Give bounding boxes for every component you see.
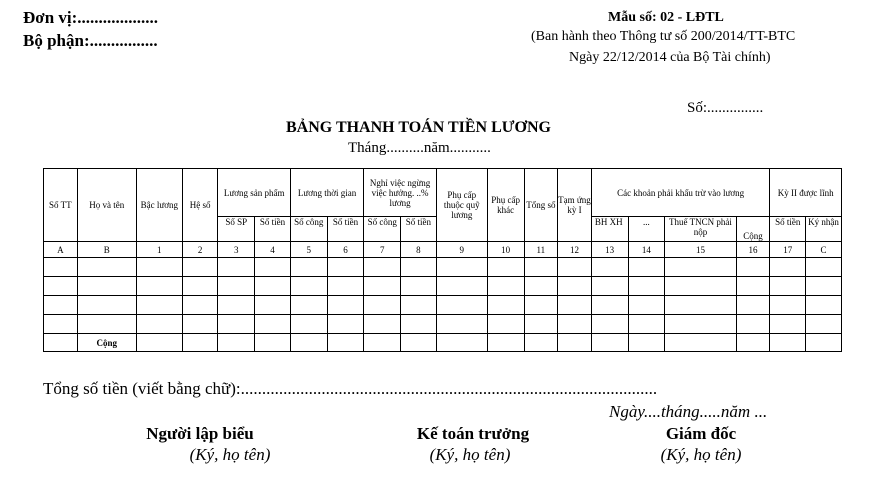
- header-stt: Số TT: [44, 169, 78, 242]
- table-cell[interactable]: [628, 315, 665, 334]
- table-cell[interactable]: [558, 277, 592, 296]
- table-cell[interactable]: [806, 258, 842, 277]
- table-cell[interactable]: [77, 277, 136, 296]
- header-time-wage: Lương thời gian: [290, 169, 363, 217]
- total-label: Cộng: [77, 334, 136, 352]
- sub-bhxh: BH XH: [591, 217, 628, 242]
- sub-period-two-amount: Số tiền: [770, 217, 806, 242]
- document-number: Số:...............: [687, 100, 764, 116]
- issued-date: Ngày 22/12/2014 của Bộ Tài chính): [569, 50, 771, 65]
- table-cell[interactable]: [628, 258, 665, 277]
- table-cell[interactable]: [77, 296, 136, 315]
- table-row: [44, 315, 842, 334]
- table-cell[interactable]: [665, 315, 736, 334]
- table-cell[interactable]: [665, 296, 736, 315]
- table-cell[interactable]: [665, 277, 736, 296]
- unit-label: Đơn vị:...................: [23, 8, 159, 27]
- table-cell[interactable]: [364, 296, 401, 315]
- table-cell: [591, 334, 628, 352]
- table-cell[interactable]: [591, 315, 628, 334]
- table-cell[interactable]: [255, 258, 291, 277]
- column-code: 9: [436, 242, 487, 258]
- table-cell[interactable]: [524, 277, 558, 296]
- table-cell: [44, 334, 78, 352]
- column-code: 1: [136, 242, 182, 258]
- page-title: BẢNG THANH TOÁN TIỀN LƯƠNG: [286, 119, 551, 136]
- table-cell[interactable]: [736, 296, 770, 315]
- table-cell: [806, 334, 842, 352]
- total-row: [44, 334, 842, 352]
- table-cell[interactable]: [364, 315, 401, 334]
- table-row: [44, 258, 842, 277]
- table-cell[interactable]: [436, 258, 487, 277]
- table-cell[interactable]: [255, 315, 291, 334]
- table-cell: [665, 334, 736, 352]
- table-cell: [327, 334, 364, 352]
- table-cell[interactable]: [290, 315, 327, 334]
- column-code: 11: [524, 242, 558, 258]
- table-cell[interactable]: [806, 296, 842, 315]
- table-cell[interactable]: [327, 258, 364, 277]
- table-cell: [218, 334, 255, 352]
- table-cell[interactable]: [665, 258, 736, 277]
- table-cell[interactable]: [487, 296, 524, 315]
- table-cell[interactable]: [218, 277, 255, 296]
- table-cell[interactable]: [290, 277, 327, 296]
- column-code: 17: [770, 242, 806, 258]
- column-code: C: [806, 242, 842, 258]
- period-line: Tháng..........năm...........: [348, 140, 491, 156]
- table-cell[interactable]: [327, 296, 364, 315]
- table-cell[interactable]: [401, 296, 437, 315]
- header-piece-wage: Lương sản phẩm: [218, 169, 290, 217]
- column-code: 16: [736, 242, 770, 258]
- table-cell[interactable]: [218, 296, 255, 315]
- column-code: 5: [290, 242, 327, 258]
- column-code: 6: [327, 242, 364, 258]
- table-cell: [290, 334, 327, 352]
- table-cell[interactable]: [436, 296, 487, 315]
- sub-leave-days: Số công: [364, 217, 401, 242]
- sub-piece-amount: Số tiền: [255, 217, 291, 242]
- table-cell[interactable]: [182, 315, 218, 334]
- table-cell[interactable]: [591, 296, 628, 315]
- sub-leave-amount: Số tiền: [401, 217, 437, 242]
- sub-time-amount: Số tiền: [327, 217, 364, 242]
- header-allowance-fund: Phụ cấp thuộc quỹ lương: [436, 169, 487, 242]
- sub-time-days: Số công: [290, 217, 327, 242]
- table-cell: [558, 334, 592, 352]
- table-cell[interactable]: [770, 296, 806, 315]
- table-cell[interactable]: [44, 315, 78, 334]
- header-grade: Bậc lương: [136, 169, 182, 242]
- table-cell[interactable]: [255, 277, 291, 296]
- column-code-row: [44, 242, 842, 258]
- table-cell[interactable]: [327, 277, 364, 296]
- table-cell[interactable]: [136, 296, 182, 315]
- column-code: 2: [182, 242, 218, 258]
- table-cell: [364, 334, 401, 352]
- column-code: A: [44, 242, 78, 258]
- table-cell: [487, 334, 524, 352]
- table-cell: [524, 334, 558, 352]
- header-allowance-other: Phụ cấp khác: [487, 169, 524, 242]
- table-cell[interactable]: [524, 296, 558, 315]
- table-cell[interactable]: [770, 277, 806, 296]
- column-code: B: [77, 242, 136, 258]
- table-cell: [401, 334, 437, 352]
- table-cell[interactable]: [290, 258, 327, 277]
- table-cell: [255, 334, 291, 352]
- table-cell[interactable]: [736, 277, 770, 296]
- signer-director-note: (Ký, họ tên): [660, 445, 742, 464]
- table-cell: [628, 334, 665, 352]
- table-cell[interactable]: [487, 277, 524, 296]
- column-code: 15: [665, 242, 736, 258]
- table-row: [44, 277, 842, 296]
- table-cell[interactable]: [770, 315, 806, 334]
- signer-accountant-title: Kế toán trưởng: [416, 424, 530, 443]
- table-cell[interactable]: [628, 296, 665, 315]
- table-cell[interactable]: [436, 315, 487, 334]
- amount-in-words: Tổng số tiền (viết bằng chữ):..................................................................................................: [43, 379, 658, 398]
- table-cell: [736, 334, 770, 352]
- table-cell[interactable]: [77, 315, 136, 334]
- signer-director-title: Giám đốc: [665, 424, 737, 443]
- column-code: 7: [364, 242, 401, 258]
- table-cell[interactable]: [524, 258, 558, 277]
- header-coefficient: Hệ số: [182, 169, 218, 242]
- sub-period-two-sign: Ký nhận: [806, 217, 842, 242]
- column-code: 13: [591, 242, 628, 258]
- table-cell[interactable]: [327, 315, 364, 334]
- header-advance: Tạm ứng kỳ I: [558, 169, 592, 242]
- table-cell[interactable]: [182, 277, 218, 296]
- table-cell[interactable]: [736, 315, 770, 334]
- table-cell[interactable]: [218, 315, 255, 334]
- department-label: Bộ phận:................: [23, 31, 158, 50]
- table-cell[interactable]: [401, 315, 437, 334]
- header-name: Họ và tên: [77, 169, 136, 242]
- table-cell: [182, 334, 218, 352]
- table-cell: [770, 334, 806, 352]
- column-code: 14: [628, 242, 665, 258]
- table-cell[interactable]: [487, 315, 524, 334]
- table-row: [44, 296, 842, 315]
- table-cell[interactable]: [806, 315, 842, 334]
- form-number: Mẫu số: 02 - LĐTL: [608, 10, 724, 25]
- table-cell[interactable]: [591, 277, 628, 296]
- table-cell[interactable]: [628, 277, 665, 296]
- table-cell[interactable]: [401, 258, 437, 277]
- table-cell[interactable]: [218, 258, 255, 277]
- signer-preparer-title: Người lập biểu: [146, 424, 254, 443]
- table-cell[interactable]: [401, 277, 437, 296]
- table-cell[interactable]: [524, 315, 558, 334]
- header-total: Tổng số: [524, 169, 558, 242]
- table-cell: [436, 334, 487, 352]
- table-cell[interactable]: [182, 258, 218, 277]
- column-code: 10: [487, 242, 524, 258]
- signer-preparer-note: (Ký, họ tên): [189, 445, 271, 464]
- table-cell[interactable]: [136, 277, 182, 296]
- column-code: 8: [401, 242, 437, 258]
- table-cell[interactable]: [290, 296, 327, 315]
- table-cell: [136, 334, 182, 352]
- issued-by: (Ban hành theo Thông tư số 200/2014/TT-BTC: [531, 29, 796, 44]
- header-deductions: Các khoản phải khấu trừ vào lương: [591, 169, 770, 217]
- sub-other: ...: [628, 217, 665, 242]
- table-cell[interactable]: [487, 258, 524, 277]
- column-code: 12: [558, 242, 592, 258]
- table-cell[interactable]: [558, 258, 592, 277]
- table-cell[interactable]: [806, 277, 842, 296]
- table-cell[interactable]: [182, 296, 218, 315]
- column-code: 3: [218, 242, 255, 258]
- table-cell[interactable]: [736, 258, 770, 277]
- table-cell[interactable]: [436, 277, 487, 296]
- sub-pit: Thuế TNCN phải nộp: [665, 217, 736, 242]
- sub-sum: Cộng: [736, 217, 770, 242]
- table-cell[interactable]: [558, 296, 592, 315]
- sub-piece-qty: Số SP: [218, 217, 255, 242]
- header-period-two: Kỳ II được lĩnh: [770, 169, 842, 217]
- table-cell[interactable]: [44, 258, 78, 277]
- table-cell[interactable]: [77, 258, 136, 277]
- table-cell[interactable]: [136, 315, 182, 334]
- signer-accountant-note: (Ký, họ tên): [429, 445, 511, 464]
- header-leave-wage: Nghỉ việc ngừng việc hưởng. ..% lương: [364, 169, 436, 217]
- table-cell[interactable]: [255, 296, 291, 315]
- table-cell[interactable]: [364, 277, 401, 296]
- table-cell[interactable]: [364, 258, 401, 277]
- table-cell[interactable]: [591, 258, 628, 277]
- date-line: Ngày....tháng.....năm ...: [609, 402, 768, 421]
- payroll-table: [43, 168, 842, 352]
- table-cell[interactable]: [558, 315, 592, 334]
- table-cell[interactable]: [136, 258, 182, 277]
- table-cell[interactable]: [44, 277, 78, 296]
- column-code: 4: [255, 242, 291, 258]
- table-cell[interactable]: [44, 296, 78, 315]
- table-cell[interactable]: [770, 258, 806, 277]
